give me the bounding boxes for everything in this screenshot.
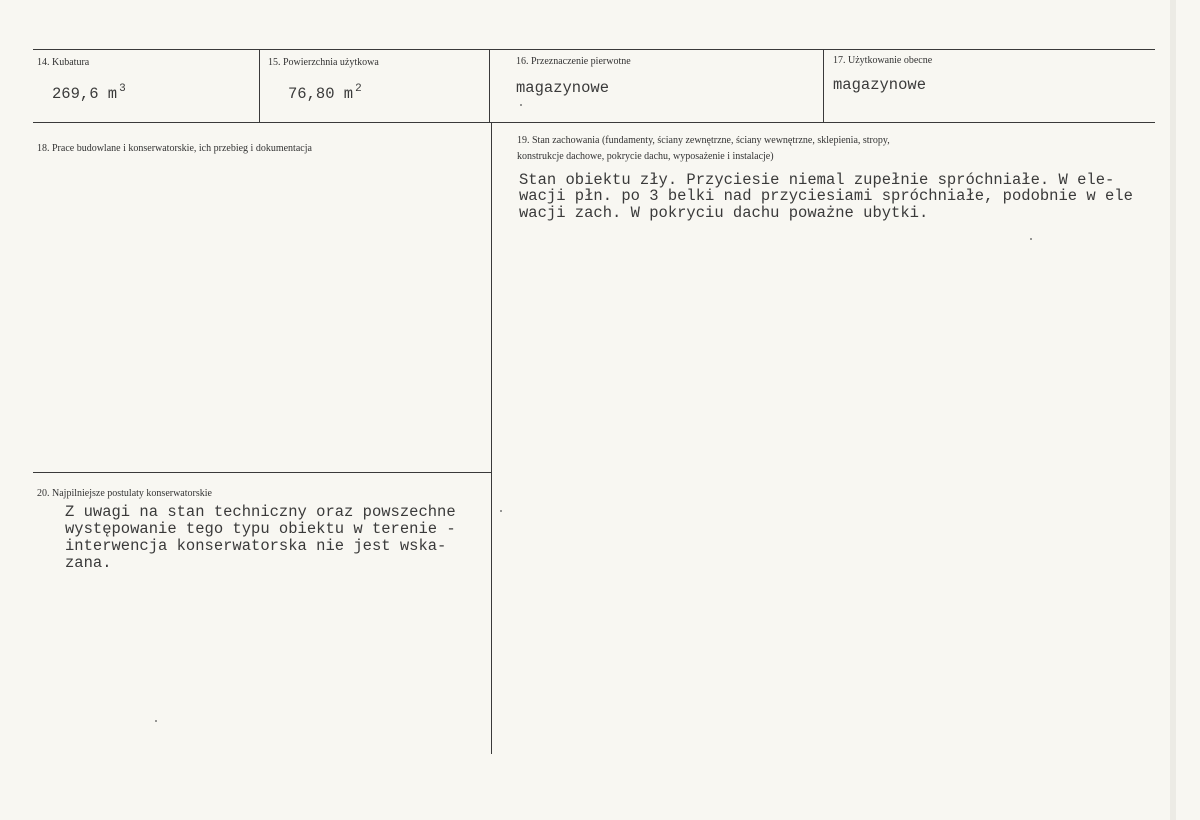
divider-15-16 — [489, 49, 490, 122]
field-16-value: magazynowe — [516, 79, 610, 97]
divider-16-17 — [823, 49, 824, 122]
field-15-value — [288, 80, 362, 104]
field-19-label-line-2: konstrukcje dachowe, pokrycie dachu, wyposażenie i instalacje) — [517, 151, 774, 162]
page-edge-shadow — [1170, 0, 1176, 820]
field-18-label: 18. Prace budowlane i konserwatorskie, ich przebieg i dokumentacja — [37, 143, 312, 154]
field-20-text-line-3: interwencja konserwatorska nie jest wska- — [65, 537, 447, 555]
field-19-text-line-1: Stan obiektu zły. Przyciesie niemal zupełnie spróchniałe. W ele- — [519, 171, 1115, 189]
field-14-unit-superscript: 3 — [119, 83, 126, 95]
field-14-value — [52, 80, 126, 104]
field-15-label: 15. Powierzchnia użytkowa — [268, 57, 379, 68]
field-20-text-line-1: Z uwagi na stan techniczny oraz powszechne — [65, 503, 456, 521]
section-18-20-divider — [33, 472, 491, 473]
field-19-text-line-2: wacji płn. po 3 belki nad przyciesiami spróchniałe, podobnie w ele — [519, 187, 1133, 205]
paper-speck — [500, 510, 502, 512]
field-20-text-line-2: występowanie tego typu obiektu w terenie - — [65, 520, 456, 538]
field-14-number: 269,6 m — [52, 85, 118, 103]
field-19-label-line-1: 19. Stan zachowania (fundamenty, ściany zewnętrzne, ściany wewnętrzne, sklepienia, stropy, — [517, 135, 890, 146]
field-15-unit-superscript: 2 — [355, 83, 362, 95]
field-14-label: 14. Kubatura — [37, 57, 90, 68]
paper-speck — [1030, 238, 1032, 240]
field-20-text-line-4: zana. — [65, 554, 112, 572]
top-row-bottom-border — [33, 122, 1155, 123]
field-15-number: 76,80 m — [288, 85, 354, 103]
divider-14-15 — [259, 49, 260, 122]
field-17-label: 17. Użytkowanie obecne — [833, 55, 933, 66]
field-17-value: magazynowe — [833, 76, 927, 94]
field-16-label: 16. Przeznaczenie pierwotne — [516, 56, 631, 67]
ink-speck — [520, 104, 522, 106]
field-20-label: 20. Najpilniejsze postulaty konserwatorskie — [37, 488, 212, 499]
top-row-top-border — [33, 49, 1155, 50]
field-19-text-line-3: wacji zach. W pokryciu dachu poważne ubytki. — [519, 204, 929, 222]
divider-left-right — [491, 122, 492, 754]
paper-speck — [155, 720, 157, 722]
